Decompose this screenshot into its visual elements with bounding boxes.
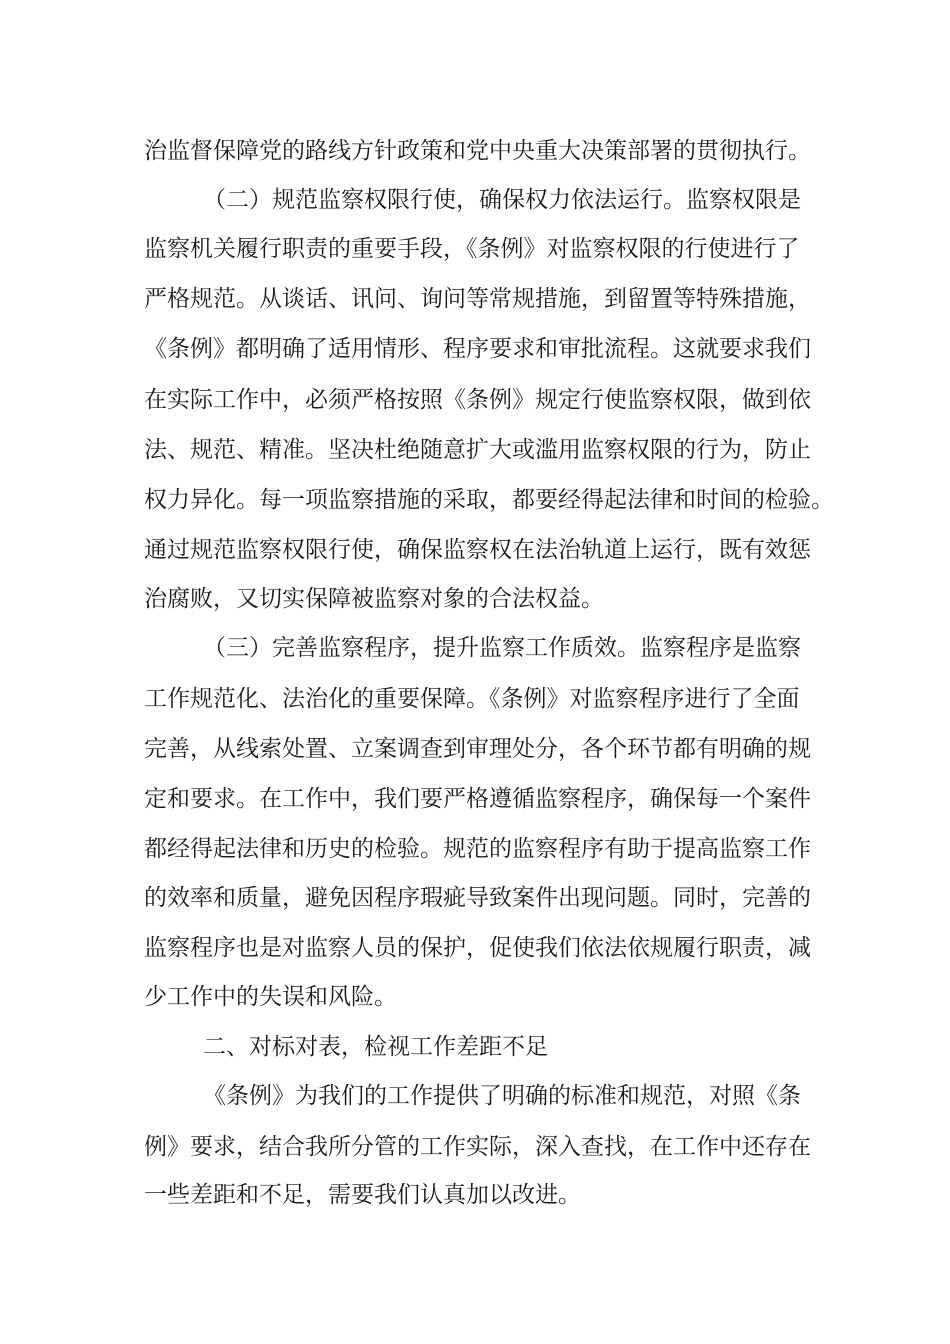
section-paragraph-start: （三）完善监察程序，提升监察工作质效。监察程序是监察 [203,635,801,661]
text-line: 一些差距和不足，需要我们认真加以改进。 [144,1182,581,1208]
section-heading: 二、对标对表，检视工作差距不足 [203,1034,548,1060]
section-paragraph-start: （二）规范监察权限行使，确保权力依法运行。监察权限是 [203,187,801,213]
text-line: 治监督保障党的路线方针政策和党中央重大决策部署的贯彻执行。 [144,138,811,164]
text-line: 法、规范、精准。坚决杜绝随意扩大或滥用监察权限的行为，防止 [144,437,811,463]
text-line: 权力异化。每一项监察措施的采取，都要经得起法律和时间的检验。 [144,487,834,513]
text-line: 严格规范。从谈话、讯问、询问等常规措施，到留置等特殊措施， [144,286,811,312]
text-line: 完善，从线索处置、立案调查到审理处分，各个环节都有明确的规 [144,736,811,762]
text-line: 例》要求，结合我所分管的工作实际，深入查找，在工作中还存在 [144,1134,811,1160]
text-line: 工作规范化、法治化的重要保障。《条例》对监察程序进行了全面 [144,686,800,712]
text-line: 监察机关履行职责的重要手段，《条例》对监察权限的行使进行了 [144,236,800,262]
text-line: 的效率和质量，避免因程序瑕疵导致案件出现问题。同时，完善的 [144,885,811,911]
text-line: 监察程序也是对监察人员的保护，促使我们依法依规履行职责，减 [144,935,811,961]
text-line: 少工作中的失误和风险。 [144,984,397,1010]
text-line: 都经得起法律和历史的检验。规范的监察程序有助于提高监察工作 [144,836,811,862]
text-line: 《条例》都明确了适用情形、程序要求和审批流程。这就要求我们 [144,336,811,362]
text-line: 通过规范监察权限行使，确保监察权在法治轨道上运行，既有效惩 [144,537,811,563]
text-line: 定和要求。在工作中，我们要严格遵循监察程序，确保每一个案件 [144,786,811,812]
text-line: 在实际工作中，必须严格按照《条例》规定行使监察权限，做到依 [144,387,811,413]
text-line: 治腐败，又切实保障被监察对象的合法权益。 [144,586,604,612]
paragraph-start: 《条例》为我们的工作提供了明确的标准和规范，对照《条 [203,1083,801,1109]
